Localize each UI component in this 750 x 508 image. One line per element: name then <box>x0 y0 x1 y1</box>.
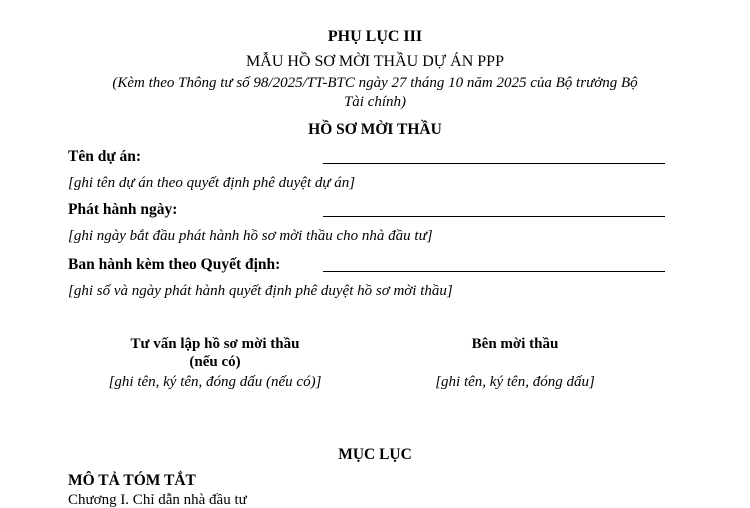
decision-hint: [ghi số và ngày phát hành quyết định phê duyệt hồ sơ mời thầu] <box>68 283 453 299</box>
project-name-fill-line <box>323 163 665 164</box>
decision-label: Ban hành kèm theo Quyết định: <box>68 256 281 273</box>
appendix-heading: PHỤ LỤC III <box>327 28 423 45</box>
subtitle-line-1: (Kèm theo Thông tư số 98/2025/TT-BTC ngày 27 tháng 10 năm 2025 của Bộ trưởng Bộ <box>112 75 638 91</box>
issue-date-fill-line <box>323 216 665 217</box>
consultant-signature-title: Tư vấn lập hồ sơ mời thầu <box>130 336 300 352</box>
consultant-signature-hint: [ghi tên, ký tên, đóng dấu (nếu có)] <box>108 374 322 390</box>
subtitle-line-2: Tài chính) <box>343 94 407 110</box>
procuring-party-signature-title: Bên mời thầu <box>471 336 559 352</box>
project-name-label: Tên dự án: <box>68 148 142 165</box>
document-title: HỒ SƠ MỜI THẦU <box>308 121 442 138</box>
form-title: MẪU HỒ SƠ MỜI THẦU DỰ ÁN PPP <box>246 53 504 70</box>
toc-summary-item: MÔ TẢ TÓM TẮT <box>68 472 196 489</box>
project-name-hint: [ghi tên dự án theo quyết định phê duyệt dự án] <box>68 175 356 191</box>
procuring-party-signature-hint: [ghi tên, ký tên, đóng dấu] <box>435 374 595 390</box>
decision-fill-line <box>323 271 665 272</box>
toc-cut-line-text: Chương I. Chỉ dẫn nhà đầu tư <box>68 492 247 508</box>
issue-date-hint: [ghi ngày bắt đầu phát hành hồ sơ mời thầu cho nhà đầu tư] <box>68 228 433 244</box>
toc-title: MỤC LỤC <box>338 446 412 463</box>
issue-date-label: Phát hành ngày: <box>68 201 178 218</box>
consultant-signature-note: (nếu có) <box>189 354 241 370</box>
toc-cut-line <box>68 492 268 508</box>
